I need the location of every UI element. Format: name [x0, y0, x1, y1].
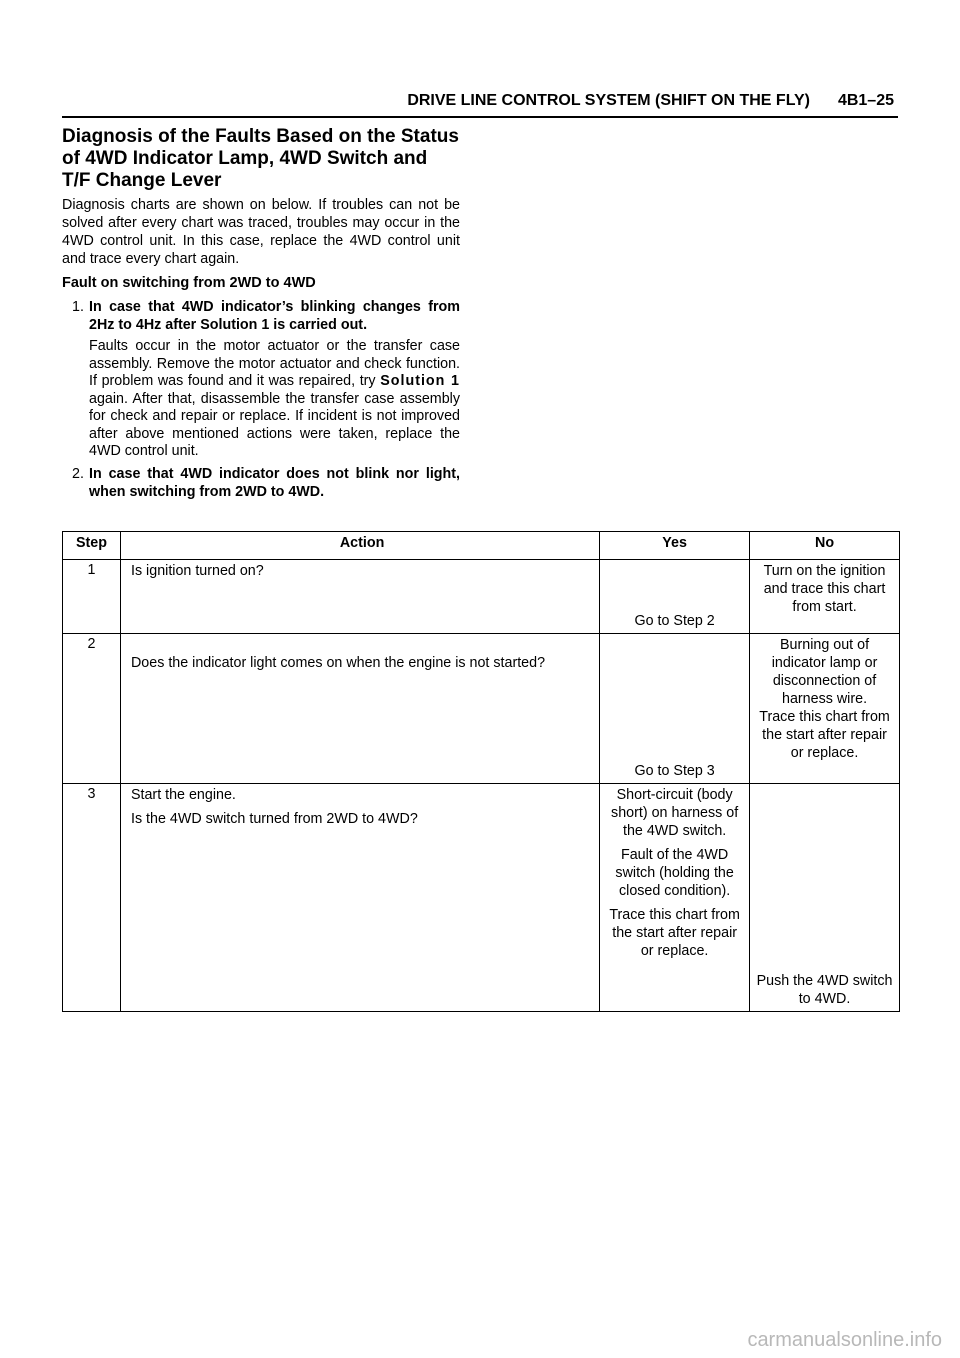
- page-header: [62, 88, 898, 118]
- section-heading: Diagnosis of the Faults Based on the Status of 4WD Indicator Lamp, 4WD Switch and T/F Change Lever: [62, 126, 459, 191]
- table-row: [63, 784, 900, 1012]
- no-cell: [750, 634, 900, 784]
- header-yes: Yes: [600, 532, 750, 560]
- action-cell: [120, 634, 599, 784]
- table-row: [63, 634, 900, 784]
- fault-heading: Fault on switching from 2WD to 4WD: [62, 275, 316, 291]
- list-item: [62, 298, 460, 461]
- action-text: Is ignition turned on?: [130, 563, 264, 579]
- step-cell: 2: [63, 634, 121, 784]
- body-text-bold: Solution 1: [380, 373, 460, 389]
- yes-text: Go to Step 2: [634, 613, 715, 629]
- action-cell: [120, 560, 599, 634]
- yes-cell: [600, 560, 750, 634]
- header-no: No: [750, 532, 900, 560]
- no-text: Turn on the ignition and trace this chart from start.: [763, 563, 886, 615]
- table-row: [63, 560, 900, 634]
- list-item-body: [89, 338, 460, 461]
- list-item-number: 2.: [72, 465, 84, 482]
- intro-paragraph: Diagnosis charts are shown on below. If troubles can not be solved after every chart was traced, troubles may occur in the 4WD control unit. In this case, replace the 4WD control unit and trace every chart again.: [62, 197, 460, 267]
- action-text: Is the 4WD switch turned from 2WD to 4WD?: [130, 811, 418, 827]
- header-step: Step: [63, 532, 121, 560]
- yes-text: Fault of the 4WD switch (holding the closed condition).: [615, 847, 734, 899]
- table-header-row: [63, 532, 900, 560]
- list-item-number: 1.: [72, 299, 84, 315]
- yes-cell: [600, 784, 750, 1012]
- list-item-title: In case that 4WD indicator’s blinking changes from 2Hz to 4Hz after Solution 1 is carried out.: [89, 299, 460, 333]
- no-text: Push the 4WD switch to 4WD.: [756, 973, 893, 1007]
- yes-text: Trace this chart from the start after repair or replace.: [609, 907, 740, 959]
- page-number: 4B1–25: [837, 92, 894, 109]
- header-action: Action: [120, 532, 599, 560]
- watermark: carmanualsonline.info: [747, 1329, 942, 1351]
- list-item-title: In case that 4WD indicator does not blink nor light, when switching from 2WD to 4WD.: [89, 465, 460, 500]
- list-item: [62, 465, 460, 501]
- yes-text: Go to Step 3: [634, 763, 715, 779]
- section-title: DRIVE LINE CONTROL SYSTEM (SHIFT ON THE FLY): [407, 92, 810, 109]
- step-cell: 1: [63, 560, 121, 634]
- action-text: Start the engine.: [130, 787, 236, 803]
- body-text-b: again. After that, disassemble the transfer case assembly for check and repair or replace. If incident is not improved after above mentioned actions were taken, replace the 4WD control unit.: [89, 390, 460, 459]
- diagnosis-table: [62, 531, 900, 1012]
- action-text: Does the indicator light comes on when the engine is not started?: [130, 655, 546, 671]
- no-text: Burning out of indicator lamp or disconnection of harness wire.: [771, 637, 878, 707]
- no-text: Trace this chart from the start after repair or replace.: [759, 709, 890, 761]
- no-cell: [750, 784, 900, 1012]
- body-text-a: Faults occur in the motor actuator or the transfer case assembly. Remove the motor actuator and check function. If problem was found and it was repaired, try: [89, 338, 460, 389]
- step-cell: 3: [63, 784, 121, 1012]
- no-cell: [750, 560, 900, 634]
- yes-text: Short-circuit (body short) on harness of the 4WD switch.: [611, 787, 739, 839]
- yes-cell: [600, 634, 750, 784]
- action-cell: [120, 784, 599, 1012]
- text-column: [62, 126, 460, 505]
